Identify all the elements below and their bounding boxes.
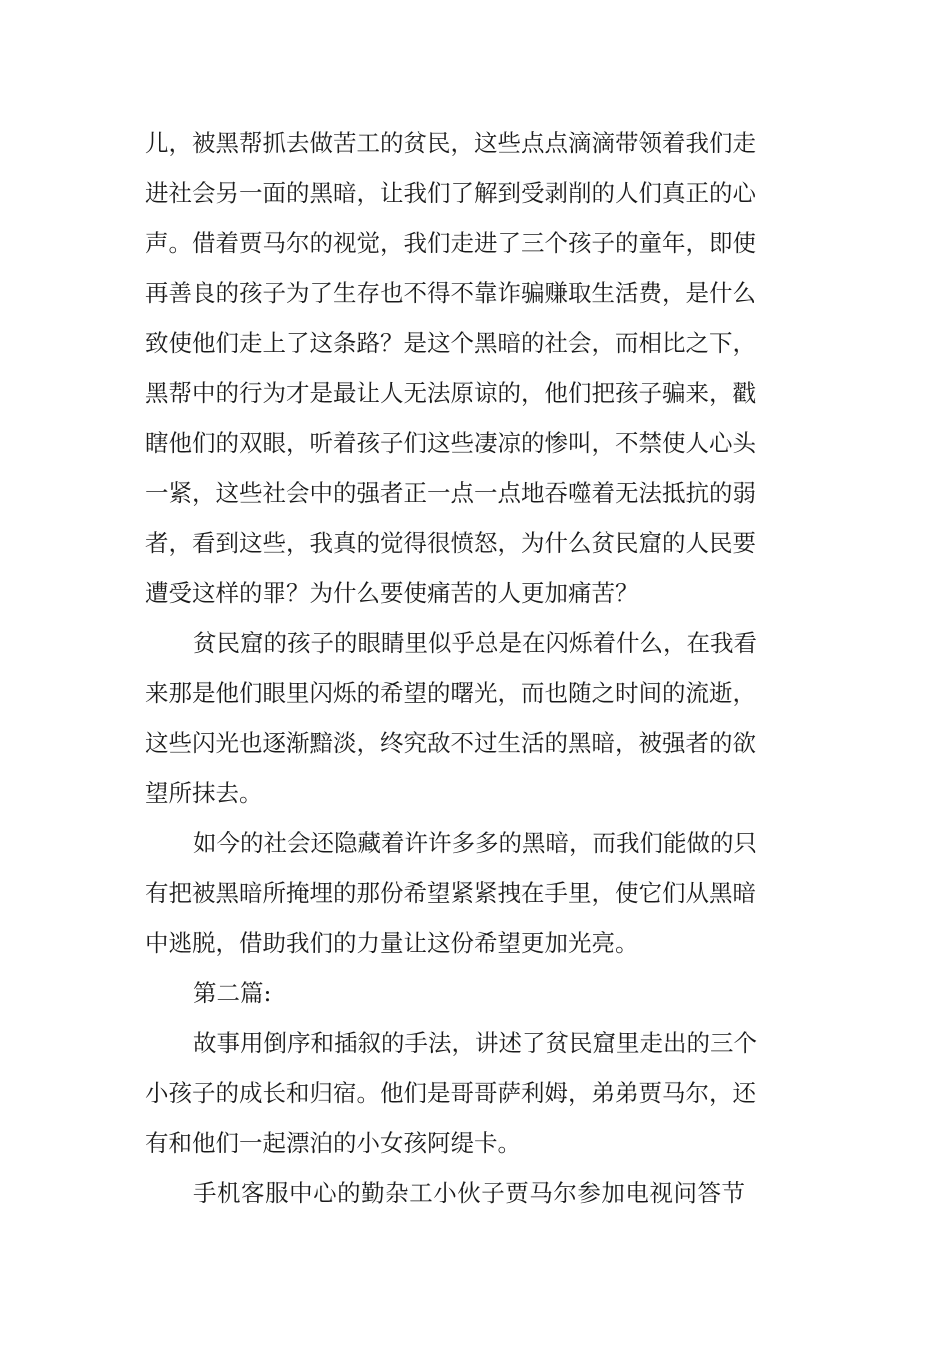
text-line: 有和他们一起漂泊的小女孩阿缇卡。 — [145, 1129, 521, 1157]
paragraph-first-line: 如今的社会还隐藏着许许多多的黑暗，而我们能做的只 — [193, 829, 757, 857]
text-line: 儿，被黑帮抓去做苦工的贫民，这些点点滴滴带领着我们走 — [145, 129, 756, 157]
text-line: 来那是他们眼里闪烁的希望的曙光，而也随之时间的流逝， — [145, 679, 756, 707]
text-line: 这些闪光也逐渐黯淡，终究敌不过生活的黑暗，被强者的欲 — [145, 729, 756, 757]
text-line: 遭受这样的罪？为什么要使痛苦的人更加痛苦？ — [145, 579, 639, 607]
text-line: 再善良的孩子为了生存也不得不靠诈骗赚取生活费，是什么 — [145, 279, 756, 307]
text-line: 者，看到这些，我真的觉得很愤怒，为什么贫民窟的人民要 — [145, 529, 756, 557]
text-line: 一紧，这些社会中的强者正一点一点地吞噬着无法抵抗的弱 — [145, 479, 756, 507]
text-line: 中逃脱，借助我们的力量让这份希望更加光亮。 — [145, 929, 639, 957]
paragraph-first-line: 手机客服中心的勤杂工小伙子贾马尔参加电视问答节 — [193, 1179, 745, 1207]
paragraph-first-line: 故事用倒序和插叙的手法，讲述了贫民窟里走出的三个 — [193, 1029, 757, 1057]
text-line: 声。借着贾马尔的视觉，我们走进了三个孩子的童年，即使 — [145, 229, 756, 257]
paragraph-first-line: 贫民窟的孩子的眼睛里似乎总是在闪烁着什么，在我看 — [193, 629, 757, 657]
text-line: 有把被黑暗所掩埋的那份希望紧紧拽在手里，使它们从黑暗 — [145, 879, 756, 907]
text-line: 望所抹去。 — [145, 779, 263, 807]
body-text — [145, 118, 757, 1218]
text-line: 黑帮中的行为才是最让人无法原谅的，他们把孩子骗来，戳 — [145, 379, 756, 407]
text-line: 进社会另一面的黑暗，让我们了解到受剥削的人们真正的心 — [145, 179, 756, 207]
text-line: 瞎他们的双眼，听着孩子们这些凄凉的惨叫，不禁使人心头 — [145, 429, 756, 457]
text-line: 致使他们走上了这条路？是这个黑暗的社会，而相比之下， — [145, 329, 756, 357]
text-line: 小孩子的成长和归宿。他们是哥哥萨利姆，弟弟贾马尔，还 — [145, 1079, 756, 1107]
section-heading: 第二篇: — [193, 979, 272, 1007]
